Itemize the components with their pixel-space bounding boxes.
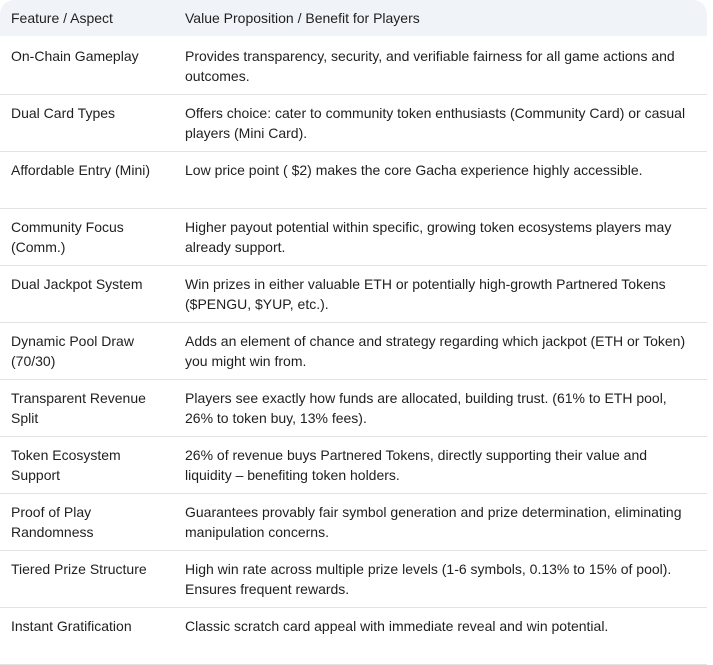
table-row (0, 152, 707, 209)
value-cell: Players see exactly how funds are allocated, building trust. (61% to ETH pool, 26% to token buy, 13% fees). (174, 380, 707, 437)
table-row (0, 437, 707, 494)
table-row (0, 551, 707, 608)
table-row (0, 380, 707, 437)
table-row (0, 209, 707, 266)
table-row (0, 95, 707, 152)
feature-cell: Dual Card Types (0, 95, 174, 152)
table-header-row (0, 0, 707, 36)
table-row (0, 494, 707, 551)
feature-cell: Tiered Prize Structure (0, 551, 174, 608)
feature-cell: Transparent Revenue Split (0, 380, 174, 437)
value-cell: Provides transparency, security, and verifiable fairness for all game actions and outcomes. (174, 36, 707, 95)
feature-cell: Proof of Play Randomness (0, 494, 174, 551)
value-cell: Low price point ( $2) makes the core Gacha experience highly accessible. (174, 152, 707, 209)
feature-cell: Dual Jackpot System (0, 266, 174, 323)
feature-cell: Affordable Entry (Mini) (0, 152, 174, 209)
value-cell: Offers choice: cater to community token enthusiasts (Community Card) or casual players (Mini Card). (174, 95, 707, 152)
value-cell: Win prizes in either valuable ETH or potentially high-growth Partnered Tokens ($PENGU, $YUP, etc.). (174, 266, 707, 323)
table-row (0, 266, 707, 323)
header-feature: Feature / Aspect (0, 0, 174, 36)
table-row (0, 323, 707, 380)
feature-cell: Community Focus (Comm.) (0, 209, 174, 266)
header-value: Value Proposition / Benefit for Players (174, 0, 707, 36)
table-row (0, 608, 707, 665)
value-cell: Higher payout potential within specific, growing token ecosystems players may already support. (174, 209, 707, 266)
value-cell: High win rate across multiple prize levels (1-6 symbols, 0.13% to 15% of pool). Ensures frequent rewards. (174, 551, 707, 608)
value-cell: Classic scratch card appeal with immediate reveal and win potential. (174, 608, 707, 665)
feature-cell: Instant Gratification (0, 608, 174, 665)
feature-cell: Token Ecosystem Support (0, 437, 174, 494)
value-cell: Adds an element of chance and strategy regarding which jackpot (ETH or Token) you might win from. (174, 323, 707, 380)
value-cell: Guarantees provably fair symbol generation and prize determination, eliminating manipulation concerns. (174, 494, 707, 551)
feature-cell: Dynamic Pool Draw (70/30) (0, 323, 174, 380)
feature-cell: On-Chain Gameplay (0, 36, 174, 95)
value-cell: 26% of revenue buys Partnered Tokens, directly supporting their value and liquidity – benefiting token holders. (174, 437, 707, 494)
table-row (0, 36, 707, 95)
